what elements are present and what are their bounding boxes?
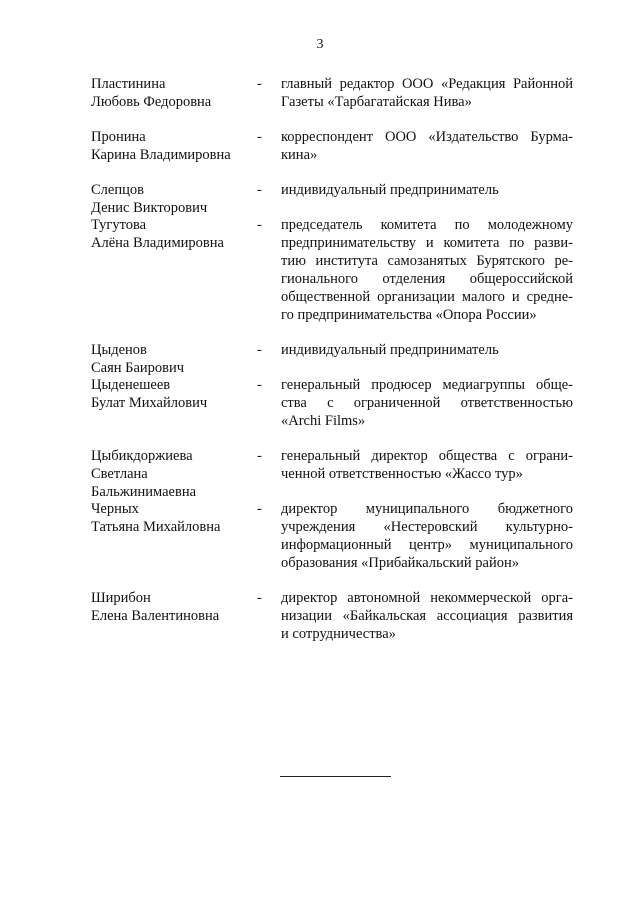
member-name (91, 500, 251, 536)
separator-dash: - (257, 377, 262, 393)
member-name-line: Карина Владимировна (91, 147, 231, 163)
member-role-line: ченной ответственностью «Жассо тур» (281, 466, 523, 482)
member-name (91, 341, 251, 377)
separator-dash: - (257, 590, 262, 606)
member-name-line: Денис Викторович (91, 200, 208, 216)
member-role (281, 500, 573, 572)
member-name-line: Пронина (91, 129, 146, 145)
member-name (91, 75, 251, 111)
member-role (281, 128, 573, 164)
member-name-line: Черных (91, 501, 139, 517)
member-name-line: Бальжинимаевна (91, 484, 197, 500)
member-role-line: тию института самозанятых Бурятского ре- (281, 253, 573, 269)
member-name (91, 589, 251, 625)
separator-dash: - (257, 182, 262, 198)
member-entry (91, 500, 575, 572)
member-role (281, 376, 573, 430)
member-role-line: «Archi Films» (281, 413, 366, 429)
member-list (91, 75, 575, 643)
member-role-line: председатель комитета по молодежному (281, 217, 573, 233)
member-role-line: го предпринимательства «Опора России» (281, 307, 537, 323)
member-name-line: Светлана (91, 466, 148, 482)
member-role-line: индивидуальный предприниматель (281, 342, 499, 358)
member-role (281, 181, 573, 199)
member-role-line: учреждения «Нестеровский культурно- (281, 519, 573, 535)
member-role-line: директор муниципального бюджетного (281, 501, 573, 517)
separator-dash: - (257, 448, 262, 464)
member-name (91, 216, 251, 252)
member-role-line: директор автономной некоммерческой орга- (281, 590, 573, 606)
member-name-line: Цыбикдоржиева (91, 448, 193, 464)
member-entry (91, 181, 575, 216)
member-entry (91, 447, 575, 500)
member-role-line: ства с ограниченной ответственностью (281, 395, 573, 411)
member-role (281, 341, 573, 359)
separator-dash: - (257, 76, 262, 92)
member-role (281, 589, 573, 643)
member-entry (91, 376, 575, 430)
member-name-line: Слепцов (91, 182, 144, 198)
member-name (91, 181, 251, 217)
member-entry (91, 216, 575, 324)
member-name (91, 447, 251, 501)
member-name-line: Ширибон (91, 590, 151, 606)
member-role-line: генеральный продюсер медиагруппы обще- (281, 377, 573, 393)
member-role-line: главный редактор ООО «Редакция Районной (281, 76, 573, 92)
member-role-line: генеральный директор общества с ограни- (281, 448, 573, 464)
member-role-line: корреспондент ООО «Издательство Бурма- (281, 129, 573, 145)
member-entry (91, 75, 575, 111)
member-role-line: гионального отделения общероссийской (281, 271, 573, 287)
member-name (91, 128, 251, 164)
member-name-line: Елена Валентиновна (91, 608, 220, 624)
member-role-line: Газеты «Тарбагатайская Нива» (281, 94, 472, 110)
member-entry (91, 128, 575, 164)
member-name-line: Алёна Владимировна (91, 235, 224, 251)
closing-rule (280, 776, 391, 777)
separator-dash: - (257, 129, 262, 145)
member-entry (91, 341, 575, 376)
member-role-line: и сотрудничества» (281, 626, 396, 642)
member-role-line: общественной организации малого и средне- (281, 289, 573, 305)
member-role-line: индивидуальный предприниматель (281, 182, 499, 198)
member-name-line: Булат Михайлович (91, 395, 208, 411)
member-role-line: информационный центр» муниципального (281, 537, 573, 553)
member-role-line: предпринимательству и комитета по разви- (281, 235, 573, 251)
separator-dash: - (257, 501, 262, 517)
member-role (281, 216, 573, 324)
member-name-line: Любовь Федоровна (91, 94, 212, 110)
member-name-line: Пластинина (91, 76, 166, 92)
page-number: 3 (316, 37, 324, 52)
separator-dash: - (257, 342, 262, 358)
member-name-line: Саян Баирович (91, 360, 185, 376)
member-role (281, 75, 573, 111)
member-name-line: Тугутова (91, 217, 147, 233)
member-name-line: Татьяна Михайловна (91, 519, 221, 535)
separator-dash: - (257, 217, 262, 233)
member-role-line: кина» (281, 147, 318, 163)
member-name (91, 376, 251, 412)
member-role (281, 447, 573, 483)
member-name-line: Цыденешеев (91, 377, 171, 393)
member-name-line: Цыденов (91, 342, 147, 358)
member-role-line: образования «Прибайкальский район» (281, 555, 519, 571)
member-role-line: низации «Байкальская ассоциация развития (281, 608, 573, 624)
member-entry (91, 589, 575, 643)
